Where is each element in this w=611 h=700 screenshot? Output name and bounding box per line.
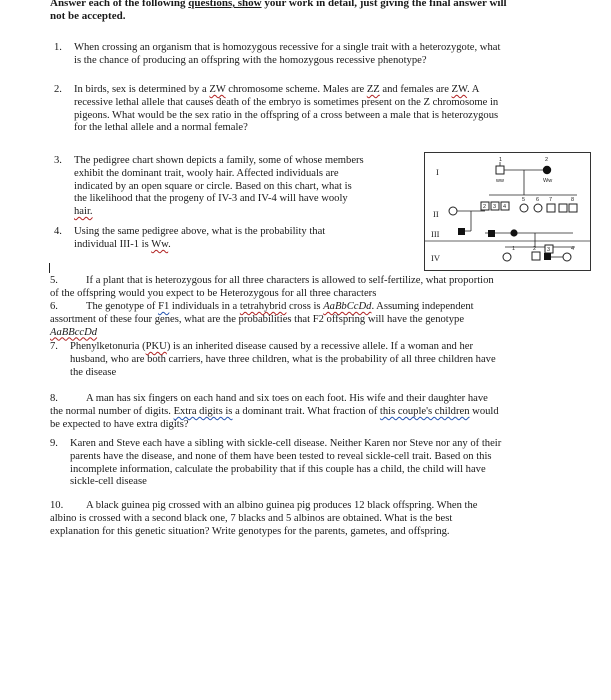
question-number: 8. <box>50 393 58 404</box>
gen4-number: 1 <box>512 246 516 252</box>
gen2-male-7 <box>547 204 555 212</box>
question-line: hair. <box>74 206 93 218</box>
question-line: incomplete information, calculate the probability that if this couple has a child, the child will have <box>70 463 486 475</box>
question-number: 10. <box>50 500 64 511</box>
question-number: 3. <box>54 155 62 166</box>
text-cursor <box>49 263 50 273</box>
gen2-number: 6 <box>536 197 540 203</box>
question-text: AaBbCcDd <box>323 301 372 312</box>
question-line: A black guinea pig crossed with an albino guinea pig produces 12 black offspring. When the <box>86 500 478 511</box>
question-10 <box>50 500 595 538</box>
gen1-male-1 <box>496 166 504 174</box>
question-line: for the lethal allele and a normal female? <box>74 122 248 134</box>
instructions-header <box>50 0 590 23</box>
question-text: Ww <box>151 238 169 250</box>
header-line-2: not be accepted. <box>50 10 126 22</box>
question-text: individual III-1 is <box>74 238 152 250</box>
gen2-number: 8 <box>571 197 575 203</box>
gen2-male-8 <box>559 204 567 212</box>
question-line: pigeons. What would be the sex ratio in the offspring of a cross between a male that is heterozygous <box>74 109 499 121</box>
question-number: 2. <box>54 84 62 95</box>
generation-label-IV: IV <box>431 253 440 263</box>
gen1-genotype: Ww <box>543 178 553 184</box>
pedigree-diagram <box>425 153 590 270</box>
question-line: albino is crossed with a second black one, 7 blacks and 5 albinos are obtained. What is the best <box>50 512 453 524</box>
generation-label-I: I <box>436 167 439 177</box>
question-line: sickle-cell disease <box>70 476 147 488</box>
gen1-genotype: ww <box>496 178 504 184</box>
question-line: When crossing an organism that is homozygous recessive for a single trait with a heterozygote, what <box>74 42 501 53</box>
gen2-female-5 <box>520 204 528 212</box>
question-line: The pedigree chart shown depicts a family, some of whose members <box>74 155 364 166</box>
question-text: The genotype of <box>86 301 159 312</box>
question-line: A man has six fingers on each hand and six toes on each foot. His wife and their daughter have <box>86 393 488 404</box>
question-text: PKU <box>145 341 167 352</box>
question-text: this couple's children <box>379 405 470 417</box>
question-text: a dominant trait. What fraction of <box>232 405 380 417</box>
gen3-male-2 <box>488 230 495 237</box>
gen2-number: 4 <box>503 204 507 210</box>
question-text: ZZ <box>366 84 380 95</box>
gen4-female-4 <box>563 253 571 261</box>
gen2-number: 2 <box>483 204 487 210</box>
question-text: ) is an inherited disease caused by a recessive allele. If a woman and her <box>166 341 474 352</box>
question-line: be expected to have extra digits? <box>50 418 189 430</box>
gen2-female-1 <box>449 207 457 215</box>
gen4-number: 4 <box>571 246 575 252</box>
question-line: indicated by an open square or circle. Based on this chart, what is <box>74 180 352 192</box>
question-text: Extra digits is <box>173 405 233 417</box>
header-underlined-text: questions, show <box>188 0 262 9</box>
question-text: In birds, sex is determined by a <box>74 84 210 95</box>
question-text: ZW <box>209 84 226 95</box>
question-text: cross is <box>286 301 324 312</box>
question-line: of the offspring would you expect to be Heterozygous for all three characters <box>50 287 377 299</box>
question-6 <box>50 301 595 339</box>
question-line: the likelihood that the progeny of IV-3 and IV-4 will have wooly <box>74 193 348 205</box>
question-line: is the chance of producing an offspring with the homozygous recessive phenotype? <box>74 54 427 66</box>
question-text: F1 <box>158 301 170 312</box>
gen4-number: 3 <box>547 247 551 253</box>
gen3-female-3 <box>510 229 517 236</box>
question-number: 1. <box>54 42 62 53</box>
question-line: Karen and Steve each have a sibling with sickle-cell disease. Neither Karen nor Steve nor any of their <box>70 438 502 449</box>
gen1-female-2 <box>543 166 551 174</box>
question-text: chromosome scheme. Males are <box>225 84 367 95</box>
question-number: 5. <box>50 275 58 286</box>
question-text: Phenylketonuria ( <box>70 341 146 352</box>
question-line: assortment of these four genes, what are the probabilities that F2 offspring will have the genotype <box>50 313 465 325</box>
question-text: individuals in a <box>169 301 240 312</box>
gen4-female-1 <box>503 253 511 261</box>
question-line: AaBBccDd <box>50 326 98 338</box>
gen3-male-1 <box>458 228 465 235</box>
question-8 <box>50 393 595 431</box>
question-line: exhibit the dominant trait, wooly hair. Affected individuals are <box>74 167 339 179</box>
question-line: explanation for this genetic situation? Write genotypes for the parents, gametes, and offspring. <box>50 525 450 537</box>
gen2-number: 7 <box>549 197 553 203</box>
question-text: . A <box>467 84 480 95</box>
question-text: would <box>469 405 499 417</box>
question-number: 6. <box>50 301 58 312</box>
question-line: husband, who are both carriers, have three children, what is the probability of all three children have <box>70 353 496 365</box>
question-5 <box>50 275 595 301</box>
gen1-number: 2 <box>545 157 549 163</box>
question-text: and females are <box>379 84 452 95</box>
question-text: . Assuming independent <box>371 301 474 312</box>
gen2-female-6 <box>534 204 542 212</box>
question-number: 7. <box>50 341 58 352</box>
question-text: ZW <box>451 84 468 95</box>
gen4-male-2 <box>532 252 540 260</box>
gen4-male-3 <box>544 253 551 260</box>
gen2-male-9 <box>569 204 577 212</box>
question-line: Using the same pedigree above, what is the probability that <box>74 226 326 237</box>
question-number: 4. <box>54 226 62 237</box>
question-line: the disease <box>70 366 117 378</box>
question-text: . <box>168 238 171 250</box>
gen4-number: 2 <box>533 246 537 252</box>
question-line: parents have the disease, and none of them have been tested to reveal sickle-cell trait. Based on this <box>70 450 492 462</box>
pedigree-chart <box>424 152 591 271</box>
gen2-number: 3 <box>493 204 497 210</box>
question-text: tetrahybrid <box>239 301 287 312</box>
gen2-number: 5 <box>522 197 526 203</box>
header-text: Answer each of the following <box>50 0 189 9</box>
question-number: 9. <box>50 438 58 449</box>
question-line: recessive lethal allele that causes death of the embryo is sometimes present on the Z chromosome in <box>74 96 499 108</box>
generation-label-III: III <box>431 229 440 239</box>
generation-label-II: II <box>433 209 439 219</box>
question-text: the normal number of digits. <box>50 405 174 417</box>
gen1-number: 1 <box>499 157 503 163</box>
question-line: If a plant that is heterozygous for all three characters is allowed to self-fertilize, what proportion <box>86 275 494 286</box>
header-text-end: your work in detail, just giving the final answer will <box>261 0 507 9</box>
